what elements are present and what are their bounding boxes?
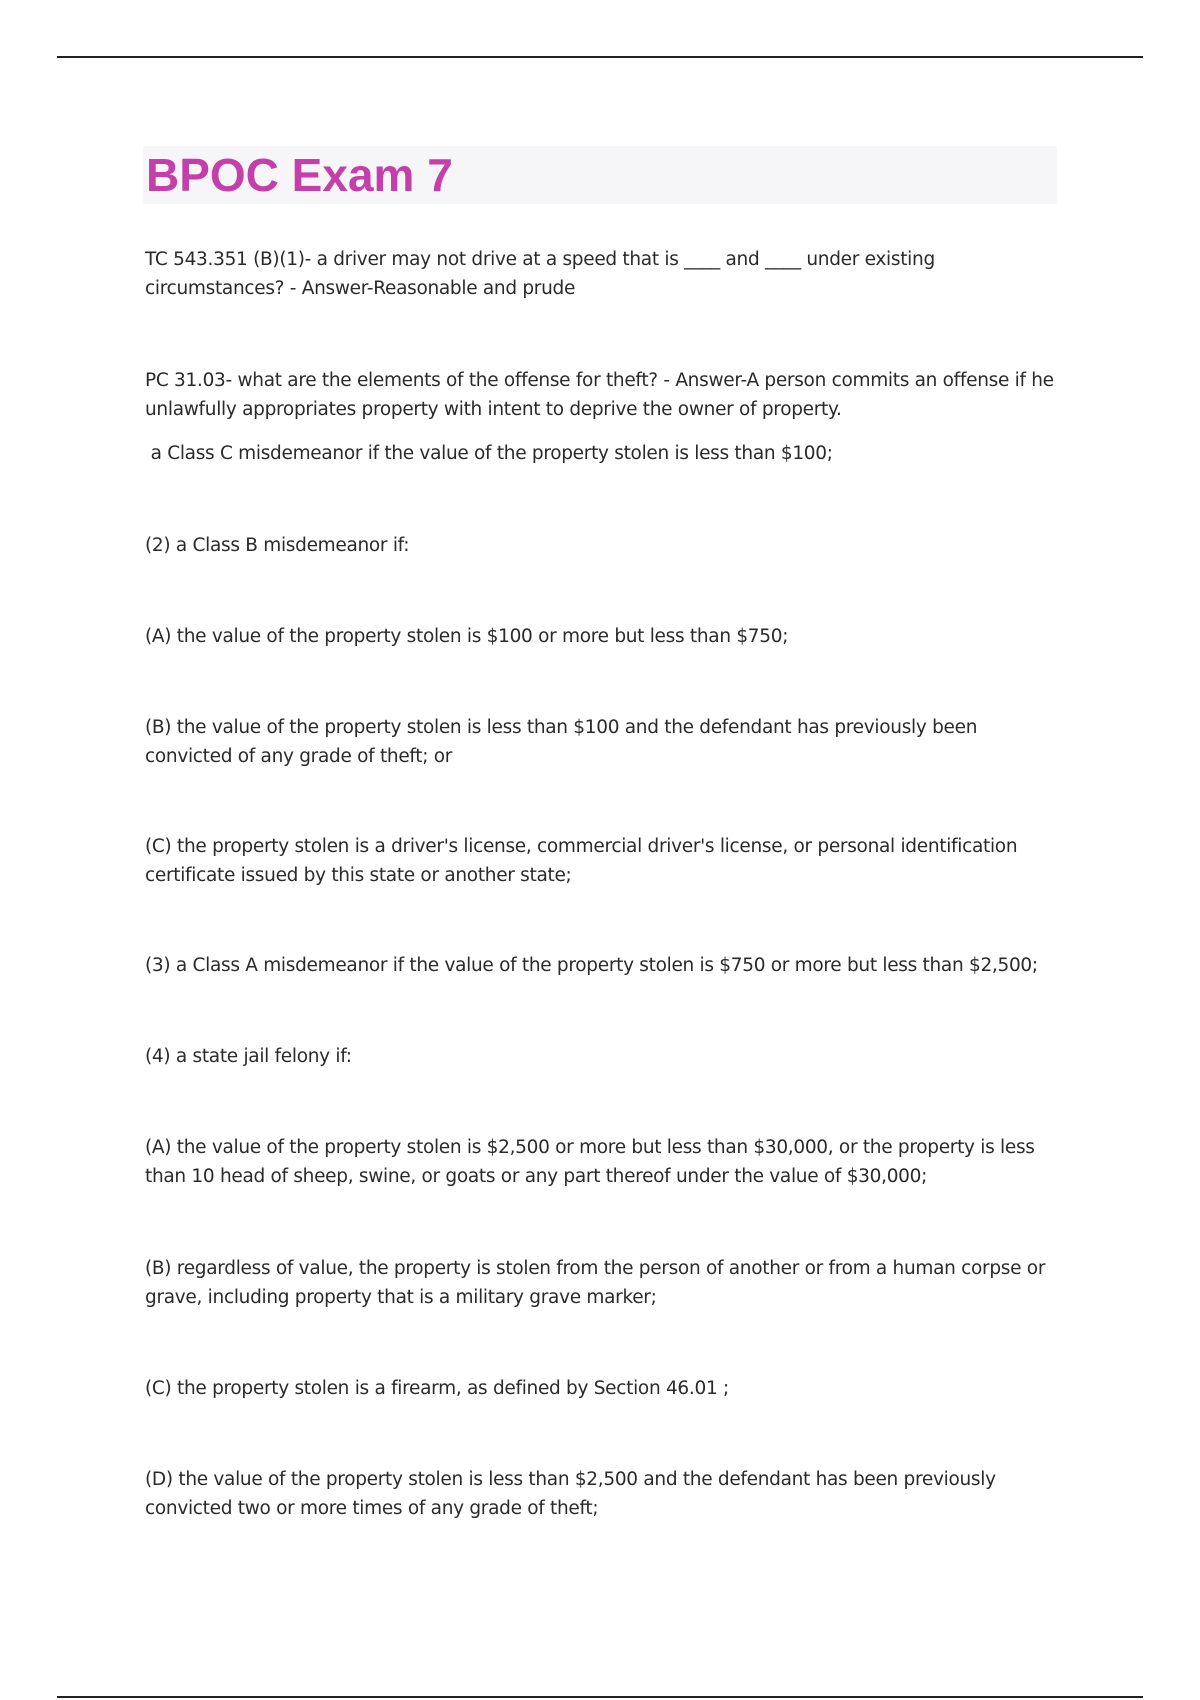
paragraph-class-c: a Class C misdemeanor if the value of the property stolen is less than $100;: [145, 443, 833, 464]
top-divider: [57, 56, 1143, 58]
paragraph-class-b: (2) a Class B misdemeanor if:: [145, 535, 410, 556]
paragraph-class-b-a: (A) the value of the property stolen is $100 or more but less than $750;: [145, 626, 789, 647]
paragraph-felony-d: (D) the value of the property stolen is less than $2,500 and the defendant has been previously convicted two or more times of any grade of theft;: [145, 1469, 996, 1519]
paragraph-pc-31-03: PC 31.03- what are the elements of the offense for theft? - Answer-A person commits an offense if he unlawfully appropriates property with intent to deprive the owner of property.: [145, 370, 1054, 420]
paragraph-tc-543-351: TC 543.351 (B)(1)- a driver may not drive at a speed that is ____ and ____ under existing circumstances? - Answer-Reasonable and prude: [145, 249, 935, 299]
paragraph-class-b-b: (B) the value of the property stolen is less than $100 and the defendant has previously been convicted of any grade of theft; or: [145, 717, 978, 767]
paragraph-felony-b: (B) regardless of value, the property is stolen from the person of another or from a human corpse or grave, including property that is a military grave marker;: [145, 1258, 1046, 1308]
paragraph-felony-a: (A) the value of the property stolen is $2,500 or more but less than $30,000, or the property is less than 10 head of sheep, swine, or goats or any part thereof under the value of $30,000;: [145, 1137, 1035, 1187]
paragraph-felony-c: (C) the property stolen is a firearm, as defined by Section 46.01 ;: [145, 1378, 729, 1399]
document-title: BPOC Exam 7: [146, 149, 453, 201]
bottom-divider: [57, 1696, 1143, 1698]
paragraph-class-b-c: (C) the property stolen is a driver's license, commercial driver's license, or personal identification certificate issued by this state or another state;: [145, 836, 1018, 886]
paragraph-state-jail-felony: (4) a state jail felony if:: [145, 1046, 352, 1067]
paragraph-class-a: (3) a Class A misdemeanor if the value of the property stolen is $750 or more but less than $2,500;: [145, 955, 1038, 976]
